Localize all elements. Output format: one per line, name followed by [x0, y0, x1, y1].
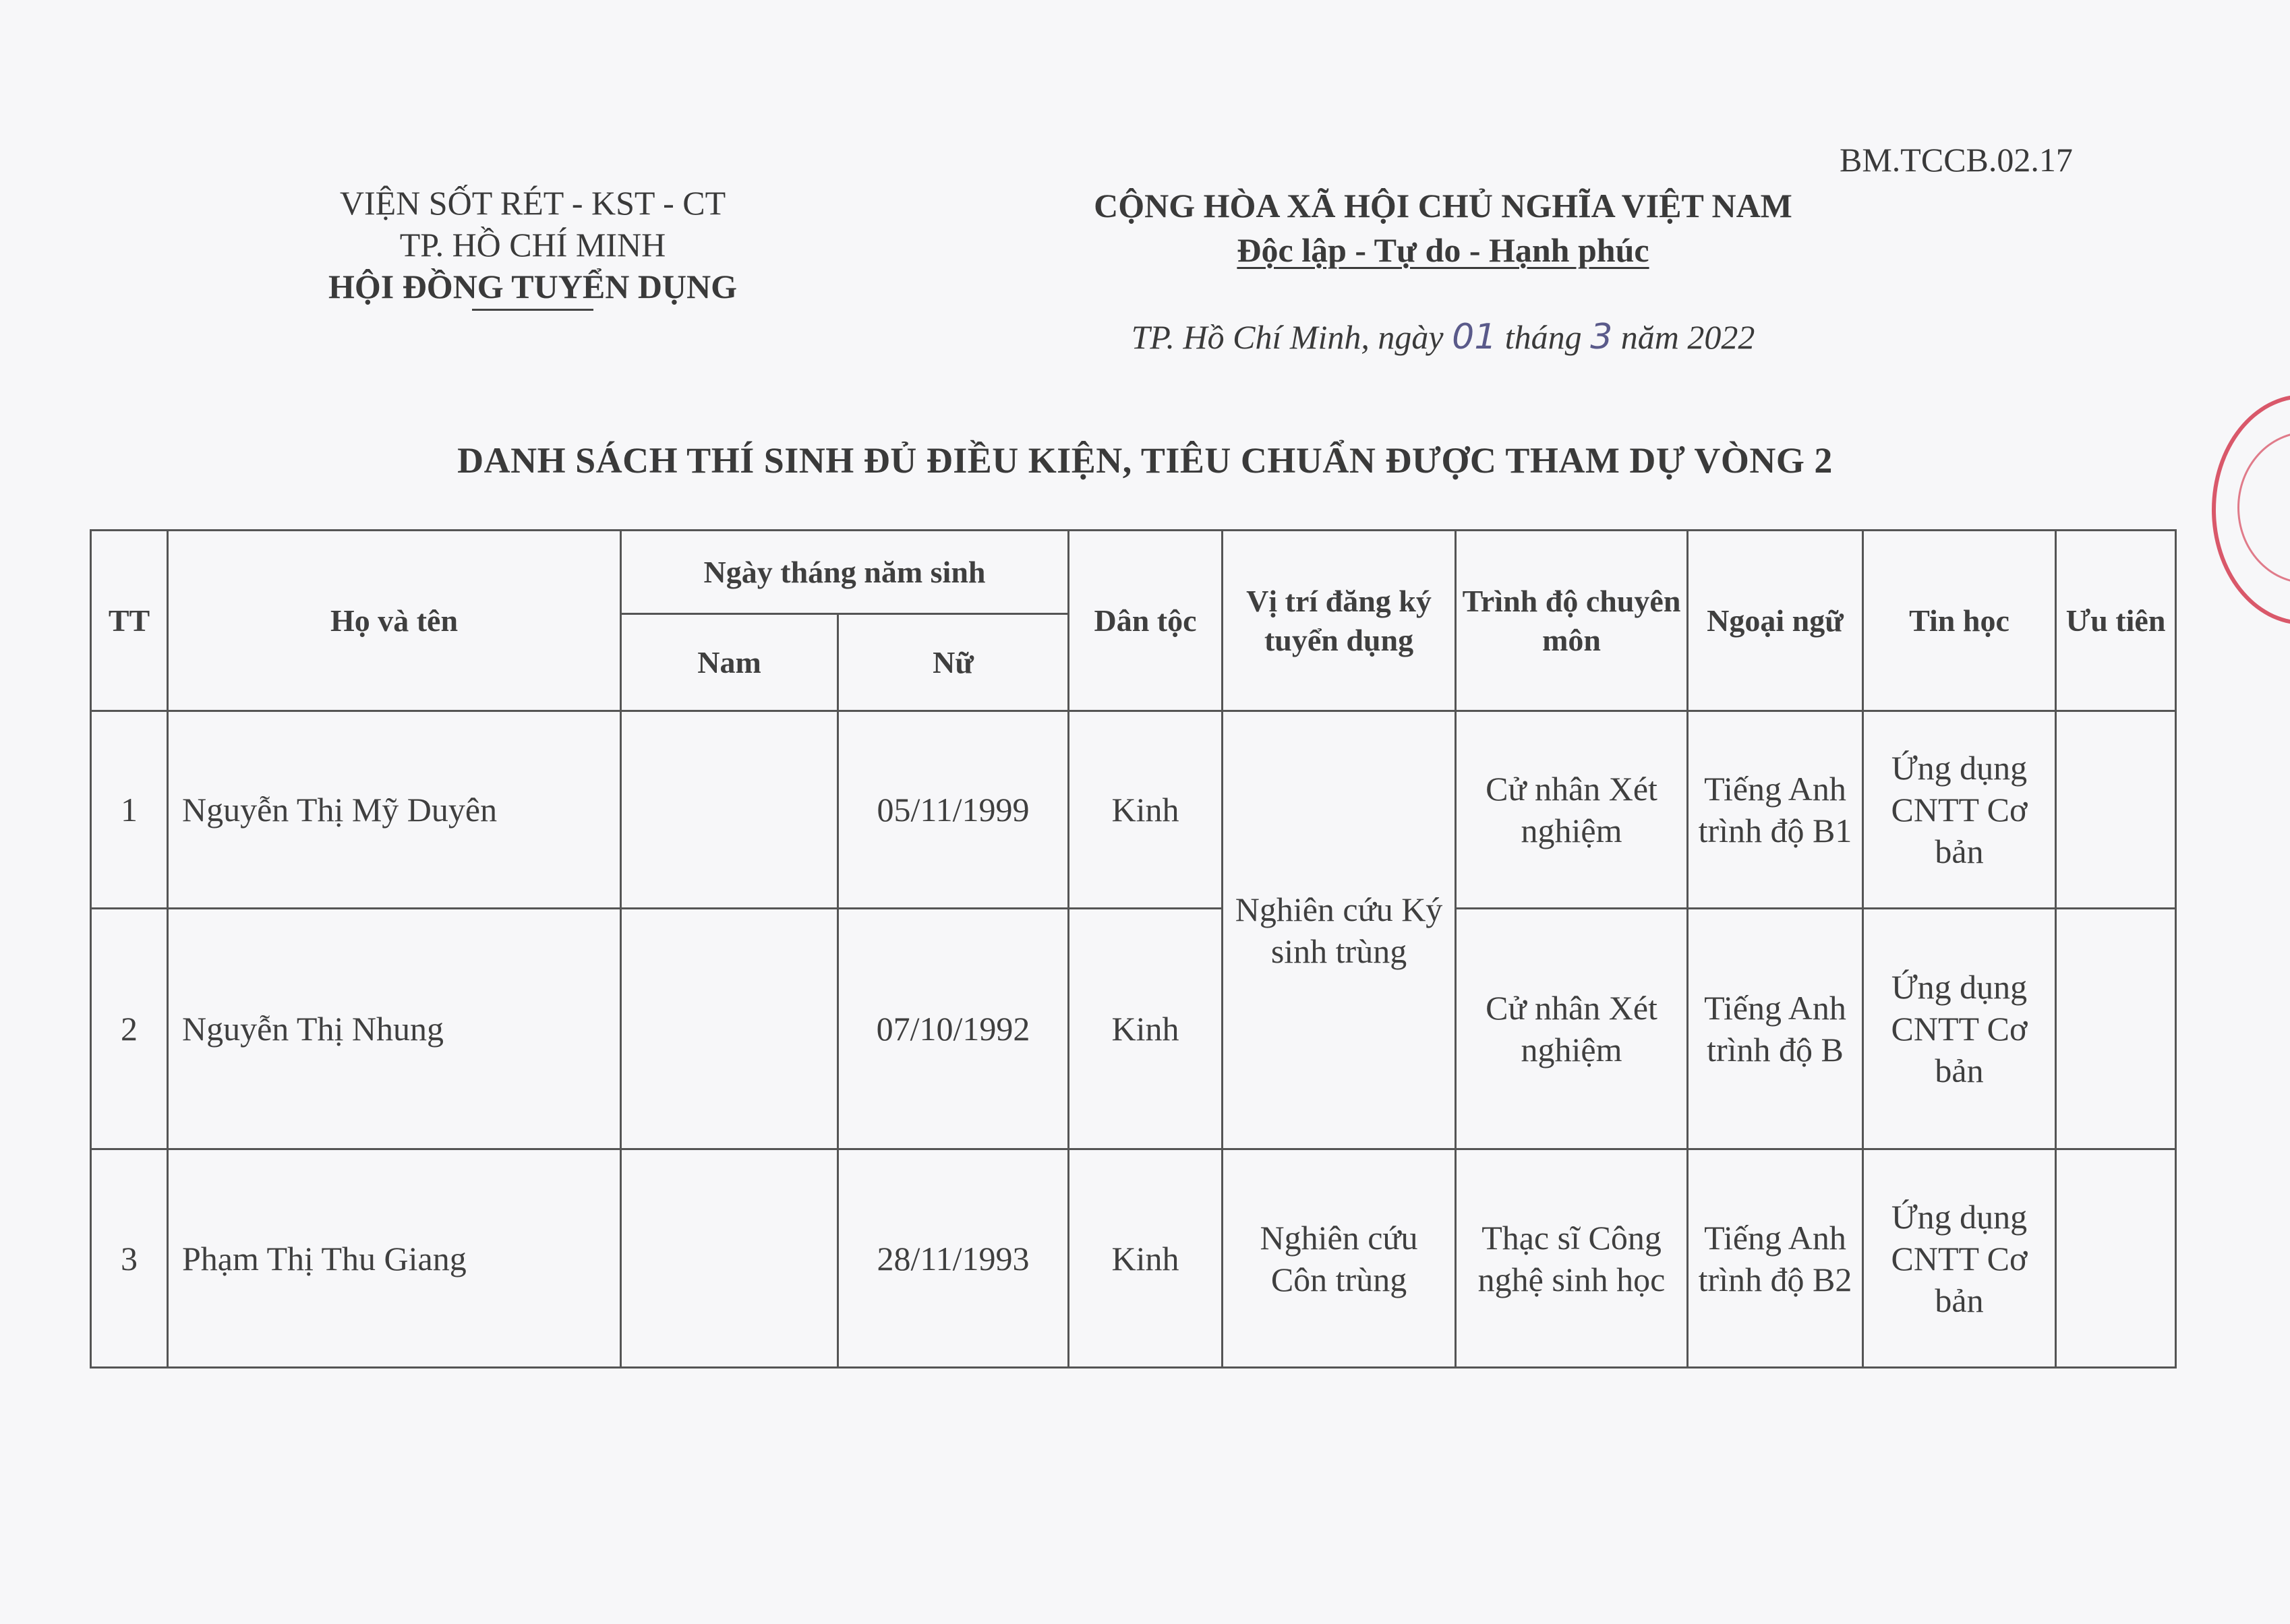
header-male: Nam — [621, 614, 838, 711]
header-female: Nữ — [838, 614, 1069, 711]
cell-language: Tiếng Anh trình độ B2 — [1688, 1149, 1863, 1368]
dateline — [1038, 317, 1848, 357]
table-row — [91, 909, 2176, 1149]
national-header — [1038, 183, 1848, 272]
cell-position: Nghiên cứu Côn trùng — [1223, 1149, 1456, 1368]
header-priority: Ưu tiên — [2056, 531, 2176, 711]
header-name: Họ và tên — [168, 531, 621, 711]
cell-qualification: Thạc sĩ Công nghệ sinh học — [1456, 1149, 1688, 1368]
dateline-month-label: tháng — [1504, 318, 1582, 356]
header-dob: Ngày tháng năm sinh — [621, 531, 1069, 614]
dateline-day: 01 — [1452, 317, 1497, 357]
cell-tt: 1 — [91, 711, 168, 909]
header-it: Tin học — [1863, 531, 2056, 711]
dateline-month: 3 — [1590, 317, 1613, 357]
cell-language: Tiếng Anh trình độ B1 — [1688, 711, 1863, 909]
cell-priority — [2056, 909, 2176, 1149]
document-title: DANH SÁCH THÍ SINH ĐỦ ĐIỀU KIỆN, TIÊU CHUẨN ĐƯỢC THAM DỰ VÒNG 2 — [457, 440, 1833, 481]
organization-line3: HỘI ĐỒNG TUYỂN DỤNG — [328, 268, 738, 305]
national-motto: Độc lập - Tự do - Hạnh phúc — [1237, 231, 1649, 269]
organization-header — [276, 182, 789, 311]
cell-tt: 3 — [91, 1149, 168, 1368]
table-row — [91, 711, 2176, 909]
header-qualification: Trình độ chuyên môn — [1456, 531, 1688, 711]
cell-it: Ứng dụng CNTT Cơ bản — [1863, 711, 2056, 909]
cell-dob-male — [621, 909, 838, 1149]
header-language: Ngoại ngữ — [1688, 531, 1863, 711]
organization-line1: VIỆN SỐT RÉT - KST - CT — [339, 184, 726, 222]
cell-ethnicity: Kinh — [1069, 711, 1223, 909]
cell-dob-female: 05/11/1999 — [838, 711, 1069, 909]
cell-qualification: Cử nhân Xét nghiệm — [1456, 909, 1688, 1149]
organization-divider — [472, 309, 593, 311]
header-ethnicity: Dân tộc — [1069, 531, 1223, 711]
table-row — [91, 1149, 2176, 1368]
cell-ethnicity: Kinh — [1069, 1149, 1223, 1368]
cell-language: Tiếng Anh trình độ B — [1688, 909, 1863, 1149]
cell-dob-female: 28/11/1993 — [838, 1149, 1069, 1368]
header-tt: TT — [91, 531, 168, 711]
cell-dob-male — [621, 1149, 838, 1368]
cell-dob-female: 07/10/1992 — [838, 909, 1069, 1149]
cell-dob-male — [621, 711, 838, 909]
header-position: Vị trí đăng ký tuyển dụng — [1223, 531, 1456, 711]
dateline-year: năm 2022 — [1620, 318, 1755, 356]
cell-name: Nguyễn Thị Mỹ Duyên — [168, 711, 621, 909]
cell-it: Ứng dụng CNTT Cơ bản — [1863, 1149, 2056, 1368]
cell-name: Phạm Thị Thu Giang — [168, 1149, 621, 1368]
candidate-table — [90, 529, 2177, 1369]
cell-ethnicity: Kinh — [1069, 909, 1223, 1149]
form-code: BM.TCCB.02.17 — [1840, 141, 2073, 179]
organization-line2: TP. HỒ CHÍ MINH — [399, 226, 666, 264]
cell-priority — [2056, 1149, 2176, 1368]
cell-name: Nguyễn Thị Nhung — [168, 909, 621, 1149]
dateline-prefix: TP. Hồ Chí Minh, ngày — [1131, 318, 1444, 356]
cell-position: Nghiên cứu Ký sinh trùng — [1223, 711, 1456, 1149]
cell-it: Ứng dụng CNTT Cơ bản — [1863, 909, 2056, 1149]
cell-qualification: Cử nhân Xét nghiệm — [1456, 711, 1688, 909]
cell-tt: 2 — [91, 909, 168, 1149]
cell-priority — [2056, 711, 2176, 909]
national-header-line1: CỘNG HÒA XÃ HỘI CHỦ NGHĨA VIỆT NAM — [1094, 187, 1792, 224]
